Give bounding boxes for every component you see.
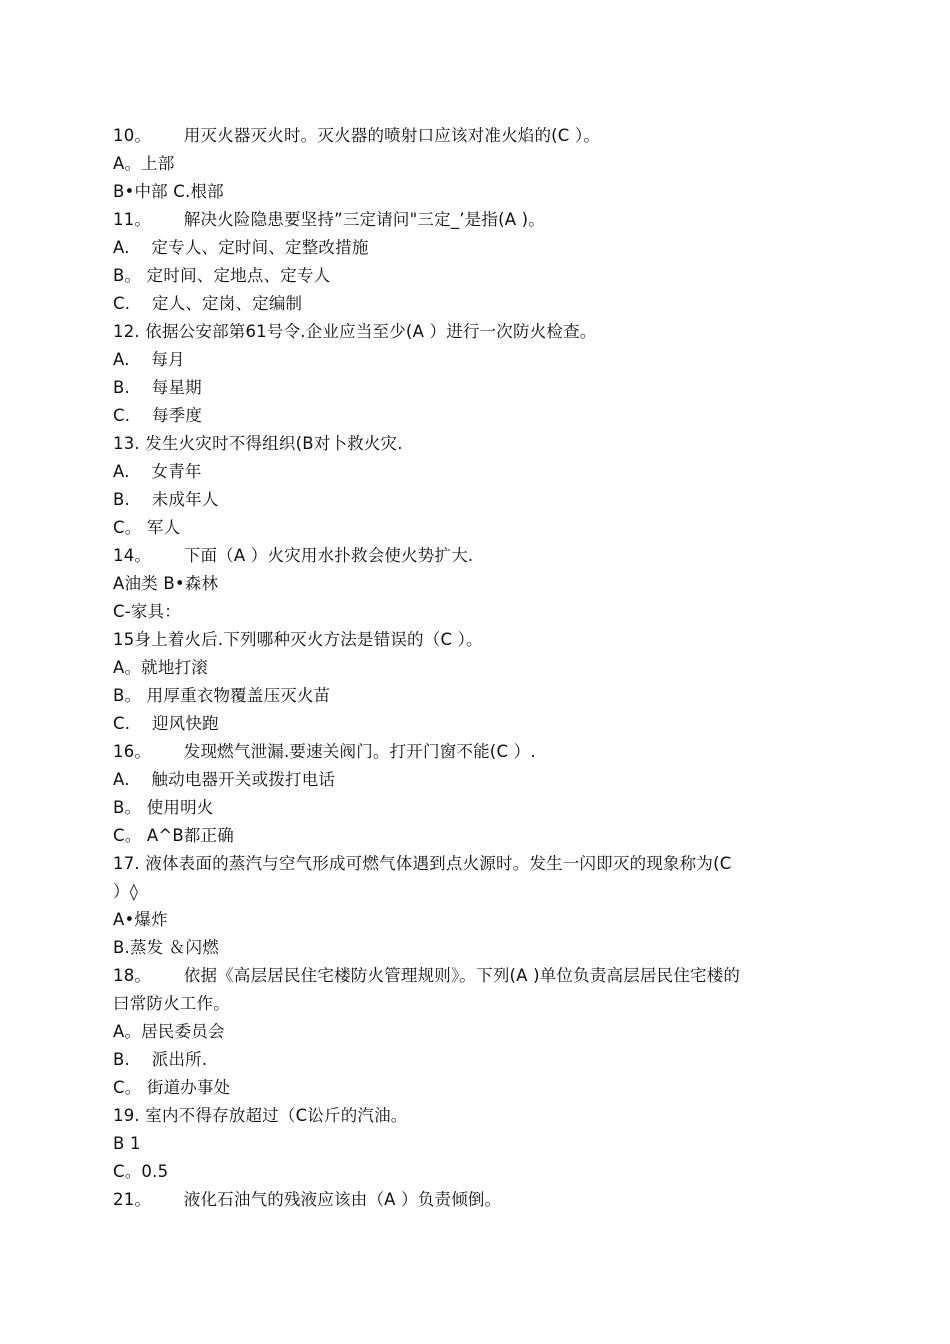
question-19: 19. 室内不得存放超过（C讼斤的汽油。	[113, 1106, 408, 1125]
option-line: A. 触动电器开关或拨打电话	[113, 770, 336, 789]
question-18: 18。 依据《高层居民住宅楼防火管理规则》。下列(A )单位负责高层居民住宅楼的	[113, 966, 741, 985]
option-line: C-家具：	[113, 602, 181, 621]
document-body	[113, 122, 843, 1214]
option-line: C。 A^B都正确	[113, 826, 234, 845]
option-line: A油类 B•森林	[113, 574, 219, 593]
option-line: B.蒸发 ＆闪燃	[113, 938, 219, 957]
question-15: 15身上着火后.下列哪种灭火方法是错误的（C ）。	[113, 630, 483, 649]
option-line: B。 使用明火	[113, 798, 214, 817]
option-line: A. 女青年	[113, 462, 202, 481]
option-line: A•爆炸	[113, 910, 168, 929]
option-line: C。 街道办事处	[113, 1078, 231, 1097]
question-13: 13. 发生火灾时不得组织(B对卜救火灾.	[113, 434, 403, 453]
option-line: B. 派出所.	[113, 1050, 208, 1069]
question-16: 16。 发现燃气泄漏.要速关阀门。打开门窗不能(C ）.	[113, 742, 536, 761]
option-line: C。 军人	[113, 518, 181, 537]
option-line: A。上部	[113, 154, 175, 173]
option-line: B. 未成年人	[113, 490, 219, 509]
question-17: 17. 液体表面的蒸汽与空气形成可燃气体遇到点火源时。发生一闪即灭的现象称为(C	[113, 854, 732, 873]
question-17-continued: ）◊	[113, 882, 139, 901]
option-line: C. 每季度	[113, 406, 203, 425]
option-line: C。0.5	[113, 1162, 169, 1181]
option-line: B 1	[113, 1134, 141, 1153]
option-line: B•中部 C.根部	[113, 182, 224, 201]
option-line: B. 每星期	[113, 378, 202, 397]
option-line: A. 定专人、定时间、定整改措施	[113, 238, 369, 257]
option-line: A. 每月	[113, 350, 185, 369]
question-18-continued: 曰常防火工作。	[113, 994, 230, 1013]
question-12: 12. 依据公安部第61号令.企业应当至少(A ）进行一次防火检查。	[113, 322, 597, 341]
question-21: 21。 液化石油气的残液应该由（A ）负责倾倒。	[113, 1190, 502, 1209]
question-14: 14。 下面（A ）火灾用水扑救会使火势扩大.	[113, 546, 474, 565]
option-line: A。就地打滚	[113, 658, 208, 677]
option-line: B。 定时间、定地点、定专人	[113, 266, 331, 285]
question-10: 10。 用灭火器灭火时。灭火器的喷射口应该对准火焰的(C ）。	[113, 126, 601, 145]
question-11: 11。 解决火险隐患要坚持”三定请问"三定_’是指(A )。	[113, 210, 546, 229]
option-line: A。居民委员会	[113, 1022, 225, 1041]
option-line: B。 用厚重衣物覆盖压灭火苗	[113, 686, 331, 705]
option-line: C. 定人、定岗、定编制	[113, 294, 303, 313]
option-line: C. 迎风快跑	[113, 714, 219, 733]
